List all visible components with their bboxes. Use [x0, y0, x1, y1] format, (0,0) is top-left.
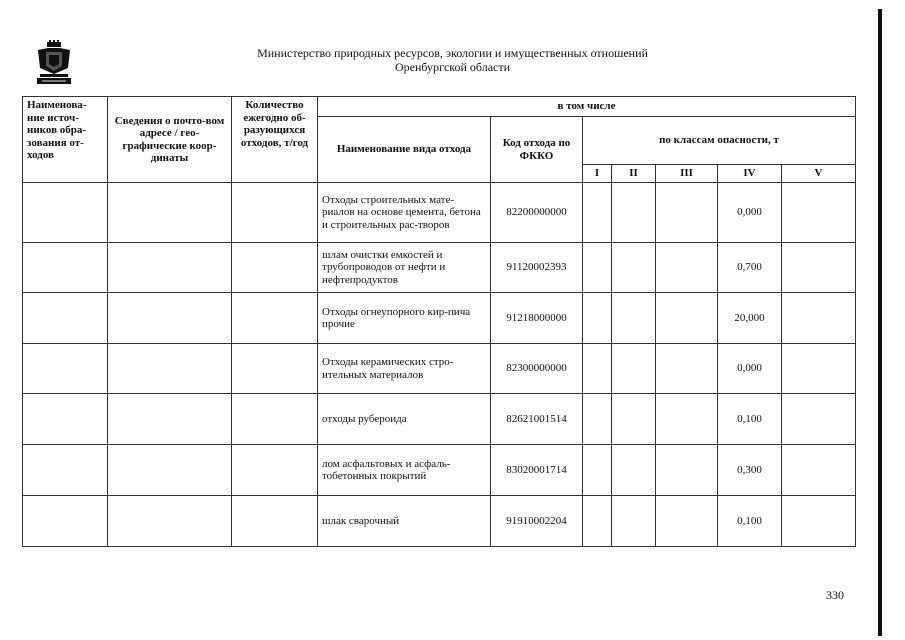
cell-class-iv: 0,300 — [718, 445, 782, 496]
cell-address — [108, 394, 232, 445]
cell-class-iv: 0,000 — [718, 344, 782, 394]
cell-waste-name: шлам очистки емкостей и трубопроводов от нефти и нефтепродуктов — [318, 243, 491, 293]
cell-source — [23, 183, 108, 243]
cell-class-i — [583, 183, 612, 243]
cell-quantity — [232, 496, 318, 547]
cell-class-v — [782, 243, 856, 293]
cell-quantity — [232, 183, 318, 243]
cell-class-iii — [656, 344, 718, 394]
waste-sources-table — [22, 96, 856, 547]
cell-class-ii — [612, 243, 656, 293]
cell-class-iii — [656, 445, 718, 496]
cell-fkko-code: 91120002393 — [491, 243, 583, 293]
cell-class-ii — [612, 293, 656, 344]
header-address: Сведения о почто-вом адресе / гео-графические коор-динаты — [108, 97, 232, 183]
cell-waste-name: шлак сварочный — [318, 496, 491, 547]
cell-class-i — [583, 496, 612, 547]
cell-class-iii — [656, 394, 718, 445]
cell-address — [108, 445, 232, 496]
coat-of-arms-icon — [34, 40, 74, 86]
cell-class-v — [782, 293, 856, 344]
cell-waste-name: Отходы керамических стро-ительных материалов — [318, 344, 491, 394]
cell-source — [23, 293, 108, 344]
cell-source — [23, 496, 108, 547]
cell-class-i — [583, 293, 612, 344]
header-hazard-classes: по классам опасности, т — [583, 117, 856, 165]
cell-waste-name: лом асфальтовых и асфаль-тобетонных покрытий — [318, 445, 491, 496]
cell-class-iv: 20,000 — [718, 293, 782, 344]
cell-address — [108, 293, 232, 344]
cell-quantity — [232, 394, 318, 445]
cell-source — [23, 344, 108, 394]
header-class-i: I — [583, 165, 612, 183]
cell-fkko-code: 82621001514 — [491, 394, 583, 445]
cell-waste-name: Отходы огнеупорного кир-пича прочие — [318, 293, 491, 344]
header-class-iii: III — [656, 165, 718, 183]
header-row-1 — [23, 97, 856, 117]
cell-class-iv: 0,700 — [718, 243, 782, 293]
cell-class-iv: 0,000 — [718, 183, 782, 243]
cell-fkko-code: 83020001714 — [491, 445, 583, 496]
cell-address — [108, 243, 232, 293]
header-source-name: Наименова-ние источ-ников обра-зования от-ходов — [23, 97, 108, 183]
header-line-region: Оренбургской области — [394, 60, 511, 74]
cell-quantity — [232, 293, 318, 344]
table-row — [23, 445, 856, 496]
table-row — [23, 394, 856, 445]
cell-class-i — [583, 394, 612, 445]
cell-class-ii — [612, 183, 656, 243]
cell-quantity — [232, 445, 318, 496]
cell-class-iii — [656, 293, 718, 344]
cell-address — [108, 183, 232, 243]
cell-quantity — [232, 243, 318, 293]
cell-address — [108, 496, 232, 547]
header-class-v: V — [782, 165, 856, 183]
cell-class-v — [782, 445, 856, 496]
cell-class-i — [583, 243, 612, 293]
cell-source — [23, 445, 108, 496]
cell-class-ii — [612, 394, 656, 445]
cell-waste-name: Отходы строительных мате-риалов на основе цемента, бетона и строительных рас-творов — [318, 183, 491, 243]
header-class-iv: IV — [718, 165, 782, 183]
cell-waste-name: отходы рубероида — [318, 394, 491, 445]
cell-address — [108, 344, 232, 394]
cell-class-iii — [656, 183, 718, 243]
header-line-ministry: Министерство природных ресурсов, экологии и имущественных отношений — [257, 46, 648, 60]
document-header — [200, 46, 705, 74]
table-row — [23, 496, 856, 547]
cell-class-ii — [612, 496, 656, 547]
cell-class-iv: 0,100 — [718, 394, 782, 445]
cell-class-v — [782, 394, 856, 445]
cell-fkko-code: 91218000000 — [491, 293, 583, 344]
cell-class-i — [583, 445, 612, 496]
cell-fkko-code: 82200000000 — [491, 183, 583, 243]
cell-class-v — [782, 496, 856, 547]
cell-fkko-code: 82300000000 — [491, 344, 583, 394]
table-row — [23, 183, 856, 243]
cell-fkko-code: 91910002204 — [491, 496, 583, 547]
header-including: в том числе — [318, 97, 856, 117]
cell-class-iii — [656, 496, 718, 547]
cell-class-iv: 0,100 — [718, 496, 782, 547]
cell-class-v — [782, 183, 856, 243]
cell-source — [23, 243, 108, 293]
table-row — [23, 243, 856, 293]
cell-class-i — [583, 344, 612, 394]
cell-class-ii — [612, 445, 656, 496]
page-number: 330 — [826, 588, 844, 602]
header-quantity: Количество ежегодно об-разующихся отходов, т/год — [232, 97, 318, 183]
table-row — [23, 293, 856, 344]
header-waste-name: Наименование вида отхода — [318, 117, 491, 183]
header-class-ii: II — [612, 165, 656, 183]
cell-class-ii — [612, 344, 656, 394]
cell-source — [23, 394, 108, 445]
table-row — [23, 344, 856, 394]
cell-class-v — [782, 344, 856, 394]
cell-class-iii — [656, 243, 718, 293]
cell-quantity — [232, 344, 318, 394]
header-fkko-code: Код отхода по ФККО — [491, 117, 583, 183]
page-edge-bar — [878, 9, 882, 636]
